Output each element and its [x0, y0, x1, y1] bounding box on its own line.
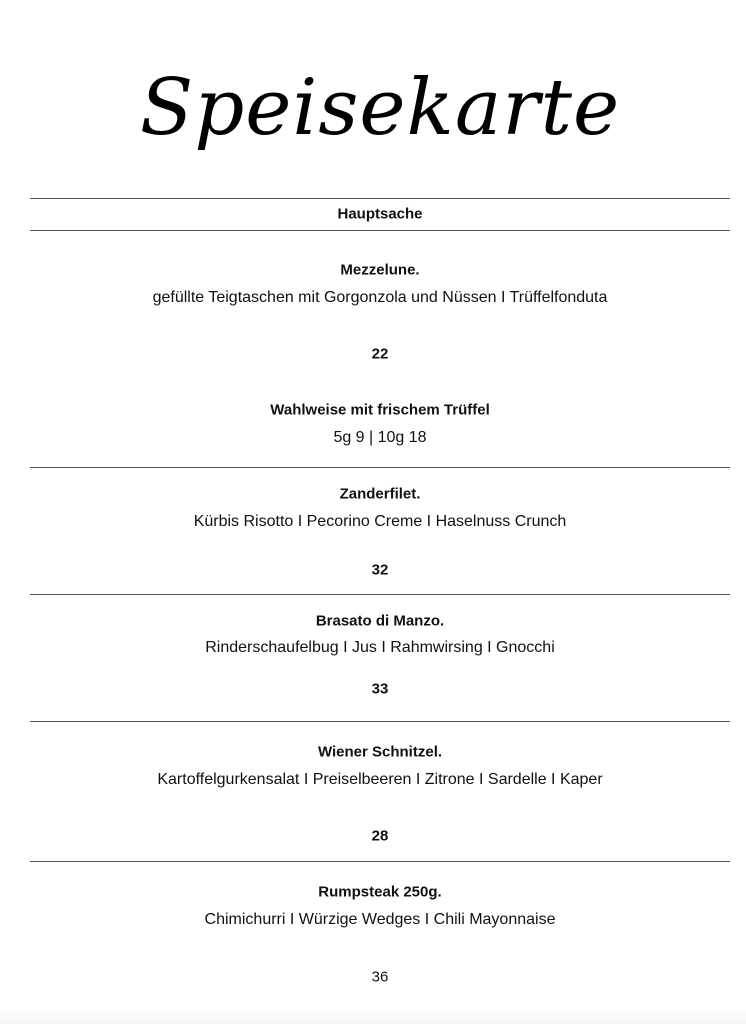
- divider: [30, 198, 730, 199]
- divider: [30, 594, 730, 595]
- dish-name: Rumpsteak 250g.: [318, 883, 442, 901]
- section-heading: Hauptsache: [337, 205, 423, 223]
- page-title: Speisekarte: [139, 63, 621, 153]
- divider: [30, 467, 730, 468]
- dish-price: 33: [371, 680, 389, 698]
- dish-description: Kartoffelgurkensalat I Preiselbeeren I Zitrone I Sardelle I Kaper: [157, 771, 603, 788]
- dish-name: Mezzelune.: [340, 261, 420, 279]
- divider: [30, 230, 730, 231]
- dish-description: gefüllte Teigtaschen mit Gorgonzola und Nüssen I Trüffelfonduta: [152, 289, 608, 306]
- dish-name: Brasato di Manzo.: [315, 612, 445, 630]
- dish-price: 28: [371, 827, 389, 845]
- divider: [30, 721, 730, 722]
- divider: [30, 861, 730, 862]
- page-bottom-fade: [0, 1008, 746, 1024]
- dish-name: Zanderfilet.: [339, 485, 421, 503]
- dish-description: Rinderschaufelbug I Jus I Rahmwirsing I Gnocchi: [205, 639, 555, 656]
- dish-price: 22: [371, 345, 389, 363]
- dish-name: Wiener Schnitzel.: [317, 743, 443, 761]
- dish-description: Chimichurri I Würzige Wedges I Chili Mayonnaise: [204, 911, 556, 928]
- dish-description: Kürbis Risotto I Pecorino Creme I Haselnuss Crunch: [193, 513, 567, 530]
- dish-price: 32: [371, 561, 389, 579]
- option-prices: 5g 9 | 10g 18: [333, 429, 427, 446]
- dish-price: 36: [371, 968, 389, 986]
- option-name: Wahlweise mit frischem Trüffel: [270, 401, 490, 419]
